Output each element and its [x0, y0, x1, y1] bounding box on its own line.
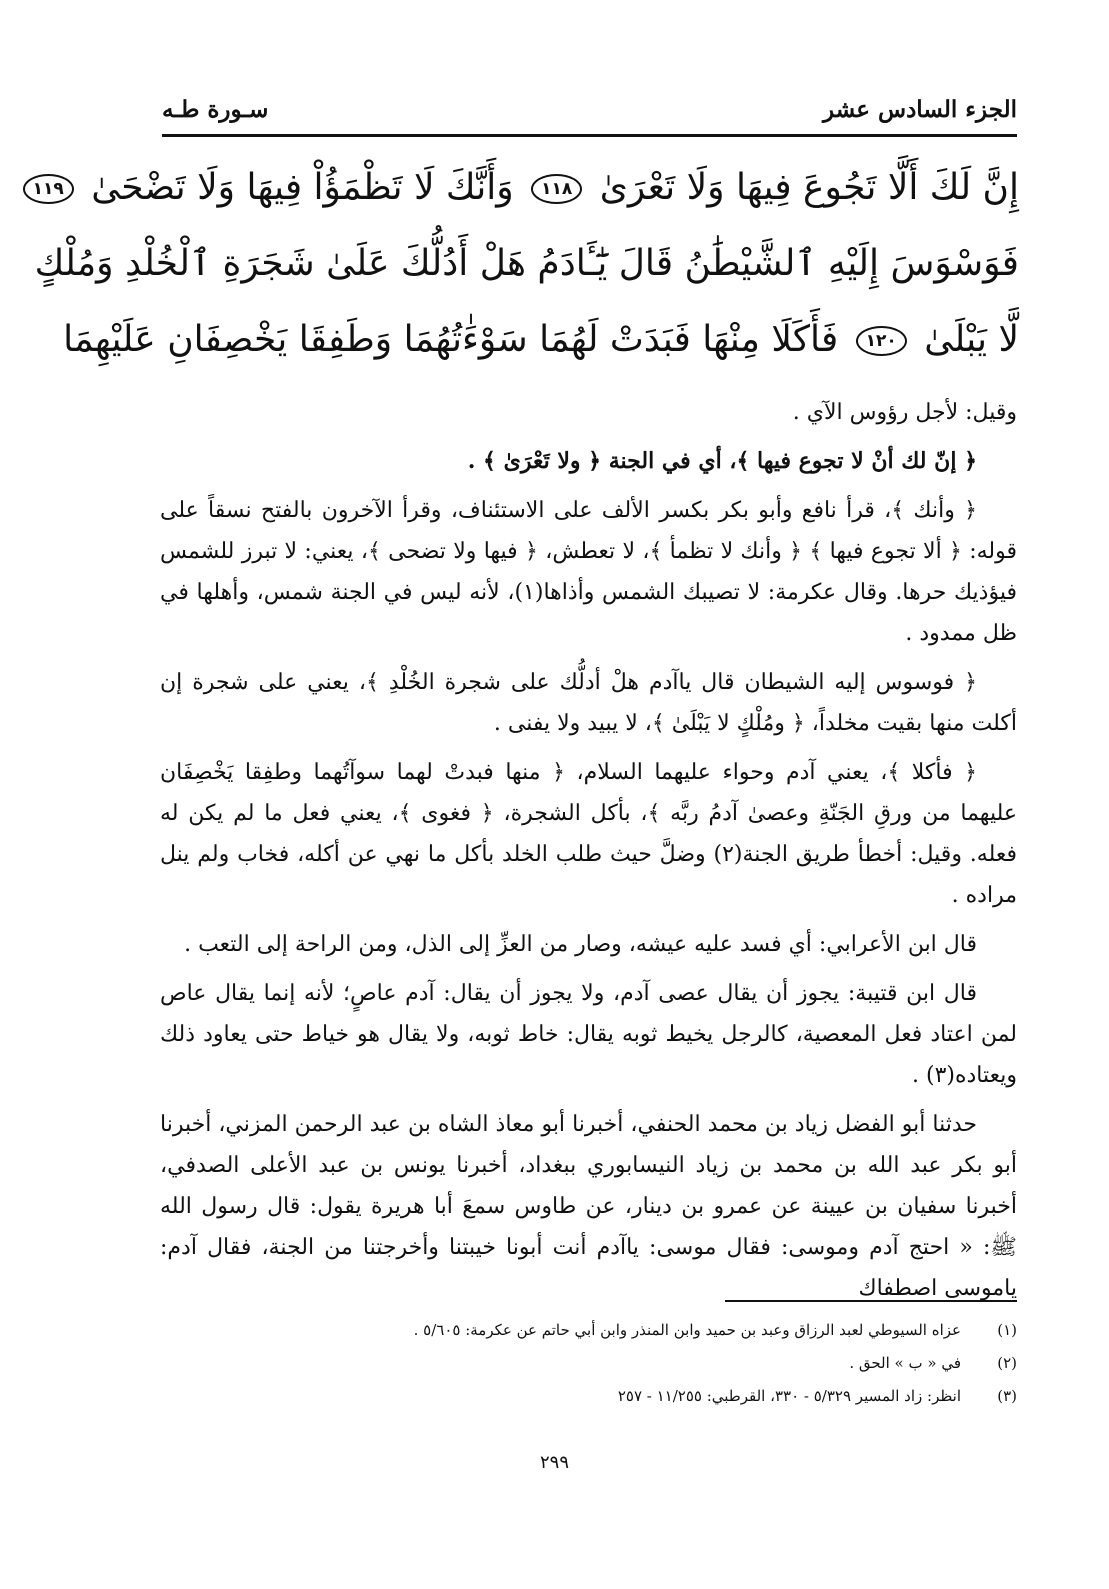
- paragraph-4: ﴿ فوسوس إليه الشيطان قال ياآدم هلْ أدلُّك على شجرة الخُلْدِ ﴾، يعني على شجرة إن أكلت منها بقيت مخلداً، ﴿ ومُلْكٍ لا يَبْلَىٰ ﴾، لا يبيد ولا يفنى .: [160, 670, 1017, 736]
- verse-118-text: إِنَّ لَكَ أَلَّا تَجُوعَ فِيهَا وَلَا تَعْرَىٰ: [599, 167, 1019, 208]
- paragraph-5: ﴿ فأكلا ﴾، يعني آدم وحواء عليهما السلام، ﴿ منها فبدتْ لهما سوآتُهما وطفِقا يَخْصِفَان عليهما من ورقِ الجَنّةِ وعصىٰ آدمُ ربَّه ﴾، بأكل الشجرة، ﴿ فغوى ﴾، يعني فعل ما لم يكن له فعله. وقيل: أخطأ طريق الجنة(٢) وضلَّ حيث طلب الخلد بأكل ما نهي عن أكله، فخاب ولم ينل مراده .: [160, 760, 1018, 908]
- footnote-number: (٣): [997, 1387, 1017, 1405]
- footnote-number: (١): [997, 1321, 1017, 1339]
- verse-120-text: فَوَسْوَسَ إِلَيْهِ ٱلشَّيْطَٰنُ قَالَ يَٰٓـَٔادَمُ هَلْ أَدُلُّكَ عَلَىٰ شَجَرَةِ ٱلْخُلْدِ وَمُلْكٍ: [34, 243, 1019, 284]
- quran-line-1: [32, 150, 1019, 226]
- juz-title: الجزء السادس عشر: [823, 95, 1017, 123]
- footnote-text: في « ب » الحق .: [849, 1354, 961, 1372]
- header-rule: [162, 134, 1017, 137]
- verse-121-text: فَأَكَلَا مِنْهَا فَبَدَتْ لَهُمَا سَوْءَٰتُهُمَا وَطَفِقَا يَخْصِفَانِ عَلَيْهِمَا: [63, 319, 839, 360]
- footnote-text: عزاه السيوطي لعبد الرزاق وعبد بن حميد وابن المنذر وابن أبي حاتم عن عكرمة: ٥/٦٠٥ .: [413, 1321, 961, 1339]
- quran-verses: [32, 150, 1019, 378]
- paragraph-1: وقيل: لأجل رؤوس الآي .: [792, 400, 1017, 425]
- footnote: [300, 1380, 1017, 1413]
- paragraph-7: قال ابن قتيبة: يجوز أن يقال عصى آدم، ولا يجوز أن يقال: آدم عاصٍ؛ لأنه إنما يقال عاص لمن اعتاد فعل المعصية، كالرجل يخيط ثوبه يقال: خاط ثوبه، ولا يقال هو خياط حتى يعاود ذلك ويعتاده(٣) .: [160, 981, 1017, 1088]
- page-header: [162, 88, 1017, 130]
- paragraph-3: ﴿ وأنك ﴾، قرأ نافع وأبو بكر بكسر الألف على الاستئناف، وقرأ الآخرون بالفتح نسقاً على قوله: ﴿ ألا تجوع فيها ﴾ ﴿ وأنك لا تظمأ ﴾، لا تعطش، ﴿ فيها ولا تضحى ﴾، يعني: لا تبرز للشمس فيؤذيك حرها. وقال عكرمة: لا تصيبك الشمس وأذاها(١)، لأنه ليس في الجنة شمس، وأهلها في ظل ممدود .: [160, 498, 1017, 646]
- footnote-number: (٢): [997, 1354, 1017, 1372]
- commentary-text: [160, 392, 1017, 1317]
- verse-number-120: ١٢٠: [856, 326, 907, 356]
- page-number: ٢٩٩: [539, 1452, 569, 1473]
- verse-number-118: ١١٨: [531, 174, 582, 204]
- footnote: [300, 1314, 1017, 1347]
- paragraph-8: حدثنا أبو الفضل زياد بن محمد الحنفي، أخبرنا أبو معاذ الشاه بن عبد الرحمن المزني، أخبرنا أبو بكر عبد الله بن محمد بن زياد النيسابوري ببغداد، أخبرنا يونس بن عبد الأعلى الصدفي، أخبرنا سفيان بن عيينة عن عمرو بن دينار، عن طاوس سمعَ أبا هريرة يقول: قال رسول الله ﷺ: « احتج آدم وموسى: فقال موسى: ياآدم أنت أبونا خيبتنا وأخرجتنا من الجنة، فقال آدم: ياموسى اصطفاك: [160, 1112, 1017, 1301]
- surah-title: سـورة طـه: [162, 95, 269, 123]
- footnotes: [300, 1314, 1017, 1413]
- footnote-rule: [725, 1300, 1017, 1302]
- footnote: [300, 1347, 1017, 1380]
- paragraph-2: ﴿ إنّ لك أنْ لا تجوع فيها ﴾، أي في الجنة ﴿ ولا تَعْرَىٰ ﴾ .: [467, 448, 977, 474]
- quran-line-3: [63, 302, 1019, 378]
- paragraph-6: قال ابن الأعرابي: أي فسد عليه عيشه، وصار من العزِّ إلى الذل، ومن الراحة إلى التعب .: [184, 932, 977, 957]
- verse-119-text: وَأَنَّكَ لَا تَظْمَؤُاْ فِيهَا وَلَا تَضْحَىٰ: [91, 167, 514, 208]
- verse-120-end: لَّا يَبْلَىٰ: [924, 319, 1019, 360]
- quran-line-2: [34, 226, 1019, 302]
- footnote-text: انظر: زاد المسير ٥/٣٢٩ - ٣٣٠، القرطبي: ١١/٢٥٥ - ٢٥٧: [617, 1387, 961, 1405]
- verse-number-119: ١١٩: [23, 174, 74, 204]
